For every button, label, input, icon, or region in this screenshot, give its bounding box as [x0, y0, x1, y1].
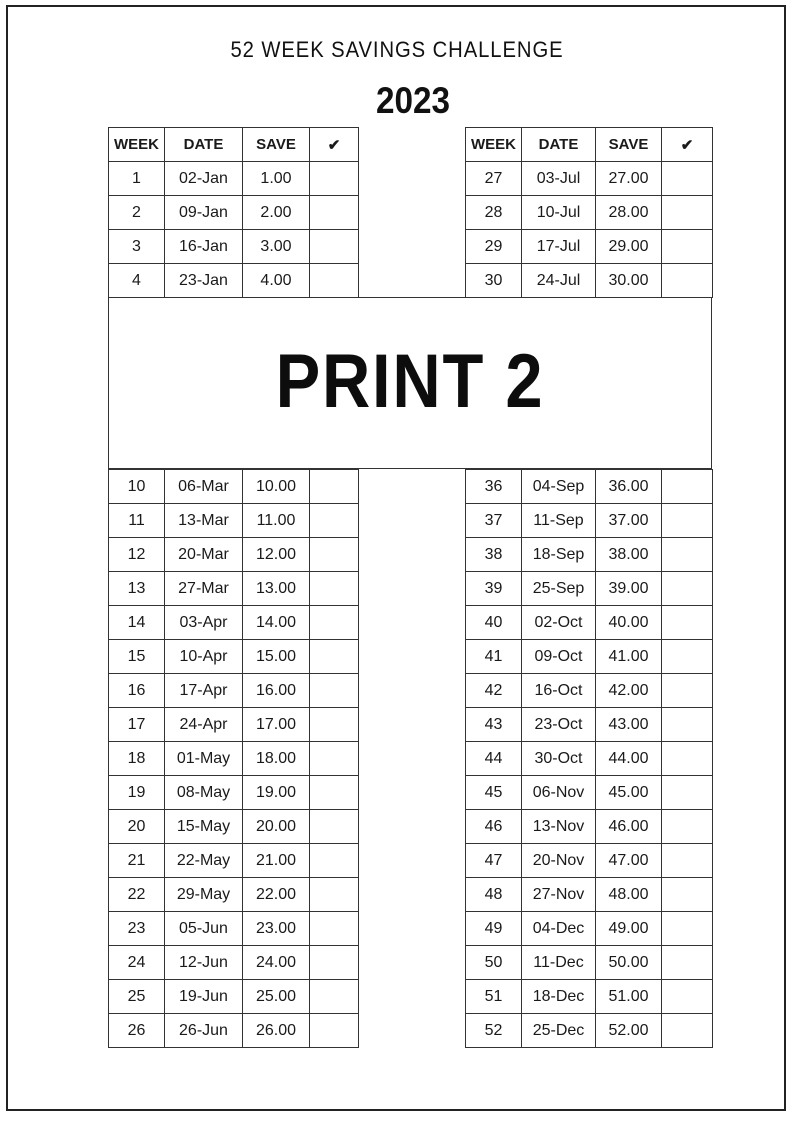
date-cell: 11-Dec: [522, 946, 596, 980]
save-cell: 51.00: [596, 980, 662, 1014]
save-cell: 45.00: [596, 776, 662, 810]
date-cell: 25-Dec: [522, 1014, 596, 1048]
save-cell: 16.00: [243, 674, 310, 708]
check-cell[interactable]: [310, 640, 359, 674]
week-cell: 27: [466, 162, 522, 196]
check-cell[interactable]: [662, 162, 713, 196]
savings-table-left-top: [108, 127, 359, 298]
date-cell: 04-Sep: [522, 470, 596, 504]
check-cell[interactable]: [310, 504, 359, 538]
table-row: [109, 878, 359, 912]
table-row: [109, 946, 359, 980]
table-row: [466, 674, 713, 708]
save-cell: 12.00: [243, 538, 310, 572]
date-cell: 10-Jul: [522, 196, 596, 230]
check-cell[interactable]: [662, 946, 713, 980]
table-row: [466, 230, 713, 264]
date-cell: 20-Nov: [522, 844, 596, 878]
check-cell[interactable]: [310, 196, 359, 230]
header-row: [466, 128, 713, 162]
date-cell: 09-Jan: [165, 196, 243, 230]
column-header-save: SAVE: [243, 128, 310, 162]
column-header-date: DATE: [522, 128, 596, 162]
week-cell: 42: [466, 674, 522, 708]
week-cell: 44: [466, 742, 522, 776]
check-cell[interactable]: [310, 742, 359, 776]
date-cell: 13-Nov: [522, 810, 596, 844]
week-cell: 22: [109, 878, 165, 912]
week-cell: 20: [109, 810, 165, 844]
table-row: [109, 470, 359, 504]
week-cell: 26: [109, 1014, 165, 1048]
table-row: [466, 912, 713, 946]
table-row: [466, 1014, 713, 1048]
date-cell: 24-Apr: [165, 708, 243, 742]
week-cell: 50: [466, 946, 522, 980]
check-cell[interactable]: [310, 230, 359, 264]
check-cell[interactable]: [662, 606, 713, 640]
save-cell: 1.00: [243, 162, 310, 196]
table-row: [109, 606, 359, 640]
savings-table-right-bottom: [465, 469, 713, 1048]
date-cell: 18-Dec: [522, 980, 596, 1014]
save-cell: 15.00: [243, 640, 310, 674]
check-cell[interactable]: [310, 1014, 359, 1048]
save-cell: 24.00: [243, 946, 310, 980]
table-row: [466, 538, 713, 572]
table-row: [109, 776, 359, 810]
check-cell[interactable]: [662, 844, 713, 878]
date-cell: 02-Oct: [522, 606, 596, 640]
check-cell[interactable]: [662, 572, 713, 606]
check-cell[interactable]: [310, 674, 359, 708]
week-cell: 25: [109, 980, 165, 1014]
week-cell: 4: [109, 264, 165, 298]
week-cell: 36: [466, 470, 522, 504]
week-cell: 3: [109, 230, 165, 264]
check-cell[interactable]: [662, 538, 713, 572]
date-cell: 11-Sep: [522, 504, 596, 538]
table-row: [109, 538, 359, 572]
date-cell: 26-Jun: [165, 1014, 243, 1048]
date-cell: 22-May: [165, 844, 243, 878]
week-cell: 30: [466, 264, 522, 298]
save-cell: 30.00: [596, 264, 662, 298]
table-row: [109, 810, 359, 844]
check-cell[interactable]: [662, 1014, 713, 1048]
check-cell[interactable]: [662, 264, 713, 298]
date-cell: 23-Jan: [165, 264, 243, 298]
check-cell[interactable]: [310, 470, 359, 504]
check-cell[interactable]: [310, 980, 359, 1014]
date-cell: 18-Sep: [522, 538, 596, 572]
savings-table-left-bottom: [108, 469, 359, 1048]
table-row: [466, 606, 713, 640]
check-cell[interactable]: [310, 572, 359, 606]
print-label: PRINT 2: [275, 339, 545, 424]
date-cell: 30-Oct: [522, 742, 596, 776]
save-cell: 42.00: [596, 674, 662, 708]
table-row: [466, 810, 713, 844]
check-cell[interactable]: [310, 912, 359, 946]
date-cell: 25-Sep: [522, 572, 596, 606]
save-cell: 25.00: [243, 980, 310, 1014]
table-row: [466, 946, 713, 980]
week-cell: 51: [466, 980, 522, 1014]
save-cell: 23.00: [243, 912, 310, 946]
check-cell[interactable]: [662, 742, 713, 776]
save-cell: 3.00: [243, 230, 310, 264]
save-cell: 20.00: [243, 810, 310, 844]
date-cell: 12-Jun: [165, 946, 243, 980]
week-cell: 52: [466, 1014, 522, 1048]
week-cell: 24: [109, 946, 165, 980]
date-cell: 05-Jun: [165, 912, 243, 946]
column-header-week: WEEK: [109, 128, 165, 162]
week-cell: 47: [466, 844, 522, 878]
page-title: 52 WEEK SAVINGS CHALLENGE: [230, 37, 564, 62]
page-year: 2023: [375, 80, 451, 121]
check-cell[interactable]: [662, 708, 713, 742]
week-cell: 40: [466, 606, 522, 640]
date-cell: 19-Jun: [165, 980, 243, 1014]
table-row: [109, 674, 359, 708]
week-cell: 46: [466, 810, 522, 844]
week-cell: 13: [109, 572, 165, 606]
save-cell: 22.00: [243, 878, 310, 912]
table-row: [109, 640, 359, 674]
table-row: [466, 844, 713, 878]
table-row: [466, 470, 713, 504]
table-row: [109, 196, 359, 230]
save-cell: 38.00: [596, 538, 662, 572]
table-row: [466, 572, 713, 606]
week-cell: 29: [466, 230, 522, 264]
check-cell[interactable]: [662, 230, 713, 264]
save-cell: 37.00: [596, 504, 662, 538]
save-cell: 28.00: [596, 196, 662, 230]
table-row: [109, 844, 359, 878]
check-cell[interactable]: [310, 264, 359, 298]
table-row: [109, 162, 359, 196]
save-cell: 49.00: [596, 912, 662, 946]
check-cell[interactable]: [662, 810, 713, 844]
date-cell: 16-Oct: [522, 674, 596, 708]
save-cell: 46.00: [596, 810, 662, 844]
column-header-week: WEEK: [466, 128, 522, 162]
print-banner: [108, 297, 712, 469]
save-cell: 17.00: [243, 708, 310, 742]
date-cell: 06-Mar: [165, 470, 243, 504]
table-row: [109, 264, 359, 298]
save-cell: 36.00: [596, 470, 662, 504]
date-cell: 27-Mar: [165, 572, 243, 606]
checkmark-icon: ✔: [310, 128, 359, 162]
check-cell[interactable]: [662, 674, 713, 708]
check-cell[interactable]: [662, 504, 713, 538]
week-cell: 15: [109, 640, 165, 674]
table-row: [109, 572, 359, 606]
week-cell: 10: [109, 470, 165, 504]
checkmark-icon: ✔: [662, 128, 713, 162]
date-cell: 20-Mar: [165, 538, 243, 572]
save-cell: 47.00: [596, 844, 662, 878]
table-row: [466, 708, 713, 742]
week-cell: 23: [109, 912, 165, 946]
date-cell: 09-Oct: [522, 640, 596, 674]
date-cell: 03-Apr: [165, 606, 243, 640]
week-cell: 16: [109, 674, 165, 708]
check-cell[interactable]: [310, 538, 359, 572]
save-cell: 41.00: [596, 640, 662, 674]
week-cell: 37: [466, 504, 522, 538]
date-cell: 24-Jul: [522, 264, 596, 298]
date-cell: 13-Mar: [165, 504, 243, 538]
date-cell: 06-Nov: [522, 776, 596, 810]
save-cell: 29.00: [596, 230, 662, 264]
week-cell: 49: [466, 912, 522, 946]
table-row: [466, 264, 713, 298]
table-row: [466, 878, 713, 912]
check-cell[interactable]: [310, 946, 359, 980]
date-cell: 15-May: [165, 810, 243, 844]
table-row: [109, 504, 359, 538]
table-row: [466, 504, 713, 538]
week-cell: 48: [466, 878, 522, 912]
date-cell: 10-Apr: [165, 640, 243, 674]
save-cell: 43.00: [596, 708, 662, 742]
save-cell: 14.00: [243, 606, 310, 640]
table-row: [109, 912, 359, 946]
save-cell: 26.00: [243, 1014, 310, 1048]
check-cell[interactable]: [310, 776, 359, 810]
date-cell: 23-Oct: [522, 708, 596, 742]
week-cell: 18: [109, 742, 165, 776]
table-row: [466, 640, 713, 674]
save-cell: 40.00: [596, 606, 662, 640]
save-cell: 11.00: [243, 504, 310, 538]
save-cell: 19.00: [243, 776, 310, 810]
table-row: [466, 980, 713, 1014]
check-cell[interactable]: [662, 640, 713, 674]
save-cell: 48.00: [596, 878, 662, 912]
save-cell: 39.00: [596, 572, 662, 606]
week-cell: 1: [109, 162, 165, 196]
save-cell: 50.00: [596, 946, 662, 980]
table-row: [109, 742, 359, 776]
check-cell[interactable]: [310, 844, 359, 878]
week-cell: 38: [466, 538, 522, 572]
date-cell: 17-Jul: [522, 230, 596, 264]
week-cell: 21: [109, 844, 165, 878]
check-cell[interactable]: [662, 878, 713, 912]
check-cell[interactable]: [662, 912, 713, 946]
date-cell: 03-Jul: [522, 162, 596, 196]
week-cell: 45: [466, 776, 522, 810]
date-cell: 17-Apr: [165, 674, 243, 708]
header-row: [109, 128, 359, 162]
table-row: [109, 230, 359, 264]
save-cell: 18.00: [243, 742, 310, 776]
check-cell[interactable]: [310, 606, 359, 640]
week-cell: 41: [466, 640, 522, 674]
date-cell: 16-Jan: [165, 230, 243, 264]
save-cell: 21.00: [243, 844, 310, 878]
table-row: [466, 742, 713, 776]
week-cell: 14: [109, 606, 165, 640]
check-cell[interactable]: [662, 196, 713, 230]
check-cell[interactable]: [662, 776, 713, 810]
table-row: [109, 980, 359, 1014]
save-cell: 44.00: [596, 742, 662, 776]
week-cell: 39: [466, 572, 522, 606]
date-cell: 01-May: [165, 742, 243, 776]
week-cell: 43: [466, 708, 522, 742]
date-cell: 29-May: [165, 878, 243, 912]
check-cell[interactable]: [310, 878, 359, 912]
date-cell: 02-Jan: [165, 162, 243, 196]
table-row: [109, 1014, 359, 1048]
week-cell: 17: [109, 708, 165, 742]
check-cell[interactable]: [662, 980, 713, 1014]
save-cell: 52.00: [596, 1014, 662, 1048]
week-cell: 28: [466, 196, 522, 230]
save-cell: 2.00: [243, 196, 310, 230]
check-cell[interactable]: [310, 810, 359, 844]
table-row: [109, 708, 359, 742]
table-row: [466, 162, 713, 196]
date-cell: 08-May: [165, 776, 243, 810]
save-cell: 10.00: [243, 470, 310, 504]
save-cell: 13.00: [243, 572, 310, 606]
week-cell: 19: [109, 776, 165, 810]
savings-table-right-top: [465, 127, 713, 298]
date-cell: 27-Nov: [522, 878, 596, 912]
week-cell: 11: [109, 504, 165, 538]
week-cell: 12: [109, 538, 165, 572]
save-cell: 27.00: [596, 162, 662, 196]
check-cell[interactable]: [662, 470, 713, 504]
date-cell: 04-Dec: [522, 912, 596, 946]
week-cell: 2: [109, 196, 165, 230]
column-header-save: SAVE: [596, 128, 662, 162]
save-cell: 4.00: [243, 264, 310, 298]
column-header-date: DATE: [165, 128, 243, 162]
check-cell[interactable]: [310, 708, 359, 742]
check-cell[interactable]: [310, 162, 359, 196]
table-row: [466, 776, 713, 810]
table-row: [466, 196, 713, 230]
